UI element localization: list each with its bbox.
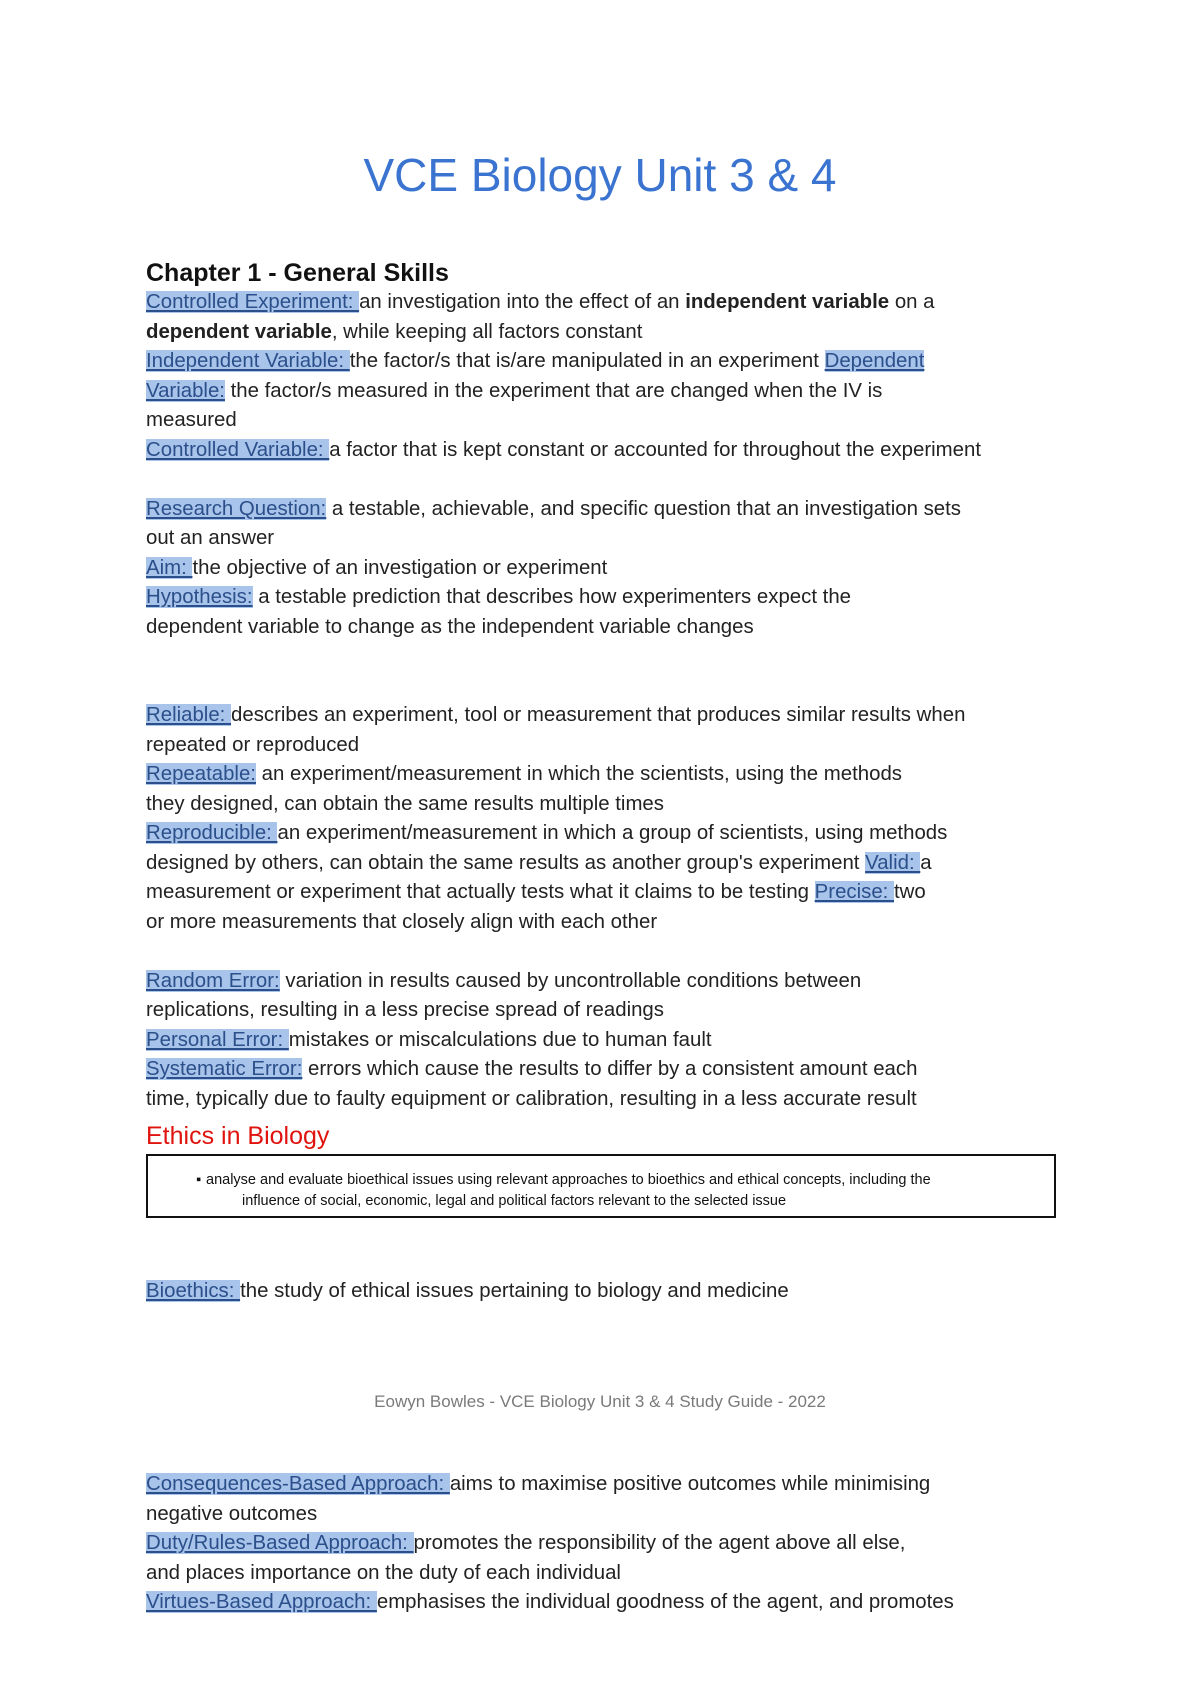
definition-duty-approach: Duty/Rules-Based Approach: promotes the responsibility of the agent above all else,: [146, 1532, 906, 1554]
term-label: Controlled Variable:: [146, 438, 330, 461]
definition-virtues-approach: Virtues-Based Approach: emphasises the individual goodness of the agent, and promotes: [146, 1591, 954, 1613]
term-label: Aim:: [146, 556, 193, 579]
definition-controlled-variable: Controlled Variable: a factor that is kept constant or accounted for throughout the experiment: [146, 438, 982, 461]
definition-hypothesis: Hypothesis: a testable prediction that describes how experimenters expect the: [146, 586, 852, 608]
term-label: Random Error:: [146, 969, 280, 992]
term-label: Bioethics:: [146, 1280, 241, 1302]
term-label: Controlled Experiment:: [146, 291, 360, 313]
definition-bioethics: Bioethics: the study of ethical issues pertaining to biology and medicine: [146, 1280, 789, 1302]
term-label: Independent Variable:: [146, 350, 350, 372]
term-label: Systematic Error:: [146, 1058, 303, 1080]
term-label: Dependent: [824, 350, 925, 372]
term-label: Hypothesis:: [146, 586, 253, 608]
definition-dependent-variable: Variable: the factor/s measured in the experiment that are changed when the IV is: [146, 379, 883, 402]
definition-controlled-experiment: Controlled Experiment: an investigation into the effect of an independent variable on a: [146, 291, 935, 313]
definition-systematic-error: Systematic Error: errors which cause the results to differ by a consistent amount each: [146, 1058, 918, 1080]
definition-random-error: Random Error: variation in results caused by uncontrollable conditions between: [146, 969, 862, 992]
chapter-1-section: Chapter 1 - General Skills Controlled Experiment: an investigation into the effect of an independent variable on a dependent variable, while keeping all factors constant Independent Variable: the factor/s that is/are manipulated in an experiment Dependent Variable: the factor/s measured in the experiment that are changed when the IV is measured Controlled Variable: a factor that is kept constant or accounted for throughout the experiment Research Question: a testable, achievable, and specific question that an investigation sets out an answer Aim: the objective of an investigation or experiment Hypothesis: a testable prediction that describes how experimenters expect the dependent variable to change as the independent variable changes Reliable: describes an experiment, tool or measurement that produces similar results when repeated or reproduced Repeatable: an experiment/measurement in which the scientists, using the methods they designed, can obtain the same results multiple times Reproducible: an experiment/measurement in which a group of scientists, using methods designed by others, can obtain the same results as another group's experiment Valid: a measurement or experiment that actually tests what it claims to be testing Precise: two or more measurements that closely align with each other Random Error: variation in results caused by uncontrollable conditions between replications, resulting in a less precise spread of readings Personal Error: mistakes or miscalculations due to human fault Systematic Error: errors which cause the results to differ by a consistent amount each time, typically due to faulty equipment or calibration, resulting in a less accurate result Ethics in Biology ▪ analyse and evaluate bioethical issues using relevant approaches to bioethics and ethical concepts, including the influence of social, economic, legal and political factors relevant to the selected issue Bioethics: the study of ethical issues pertaining to biology and medicine: [146, 258, 1066, 1307]
term-label: Repeatable:: [146, 763, 256, 785]
term-label: Reproducible:: [146, 822, 278, 844]
page-footer: Eowyn Bowles - VCE Biology Unit 3 & 4 Study Guide - 2022: [374, 1392, 826, 1411]
definition-consequences-approach: Consequences-Based Approach: aims to maximise positive outcomes while minimising: [146, 1473, 931, 1495]
chapter-heading: Chapter 1 - General Skills: [146, 259, 449, 287]
study-design-box: ▪ analyse and evaluate bioethical issues using relevant approaches to bioethics and ethical concepts, including the influence of social, economic, legal and political factors relevant to the selected issue: [146, 1154, 1056, 1218]
bullet-icon: ▪: [196, 1172, 202, 1188]
definition-independent-variable: Independent Variable: the factor/s that is/are manipulated in an experiment Dependent: [146, 350, 925, 372]
approaches-section: Consequences-Based Approach: aims to maximise positive outcomes while minimising negative outcomes Duty/Rules-Based Approach: promotes the responsibility of the agent above all else, and places importance on the duty of each individual Virtues-Based Approach: emphasises the individual goodness of the agent, and promotes: [146, 1470, 1066, 1618]
term-label: Personal Error:: [146, 1028, 289, 1051]
term-label: Variable:: [146, 379, 225, 402]
term-label: Virtues-Based Approach:: [146, 1591, 377, 1613]
term-label: Duty/Rules-Based Approach:: [146, 1532, 414, 1554]
definition-personal-error: Personal Error: mistakes or miscalculations due to human fault: [146, 1028, 712, 1051]
term-label: Valid:: [865, 851, 921, 874]
ethics-heading: Ethics in Biology: [146, 1122, 330, 1150]
definition-precise: or more measurements that closely align with each other: [146, 910, 658, 933]
definition-reliable: Reliable: describes an experiment, tool or measurement that produces similar results when: [146, 704, 966, 726]
definition-reproducible: Reproducible: an experiment/measurement in which a group of scientists, using methods: [146, 822, 948, 844]
term-label: Precise:: [814, 881, 894, 903]
term-label: Research Question:: [146, 497, 327, 520]
term-label: Consequences-Based Approach:: [146, 1473, 450, 1495]
definition-research-question: Research Question: a testable, achievable, and specific question that an investigation sets: [146, 497, 961, 520]
document-title: VCE Biology Unit 3 & 4: [363, 149, 837, 201]
definition-valid: measurement or experiment that actually tests what it claims to be testing Precise: two: [146, 881, 926, 903]
definition-repeatable: Repeatable: an experiment/measurement in which the scientists, using the methods: [146, 763, 902, 785]
definition-aim: Aim: the objective of an investigation or experiment: [146, 556, 608, 579]
term-label: Reliable:: [146, 704, 232, 726]
